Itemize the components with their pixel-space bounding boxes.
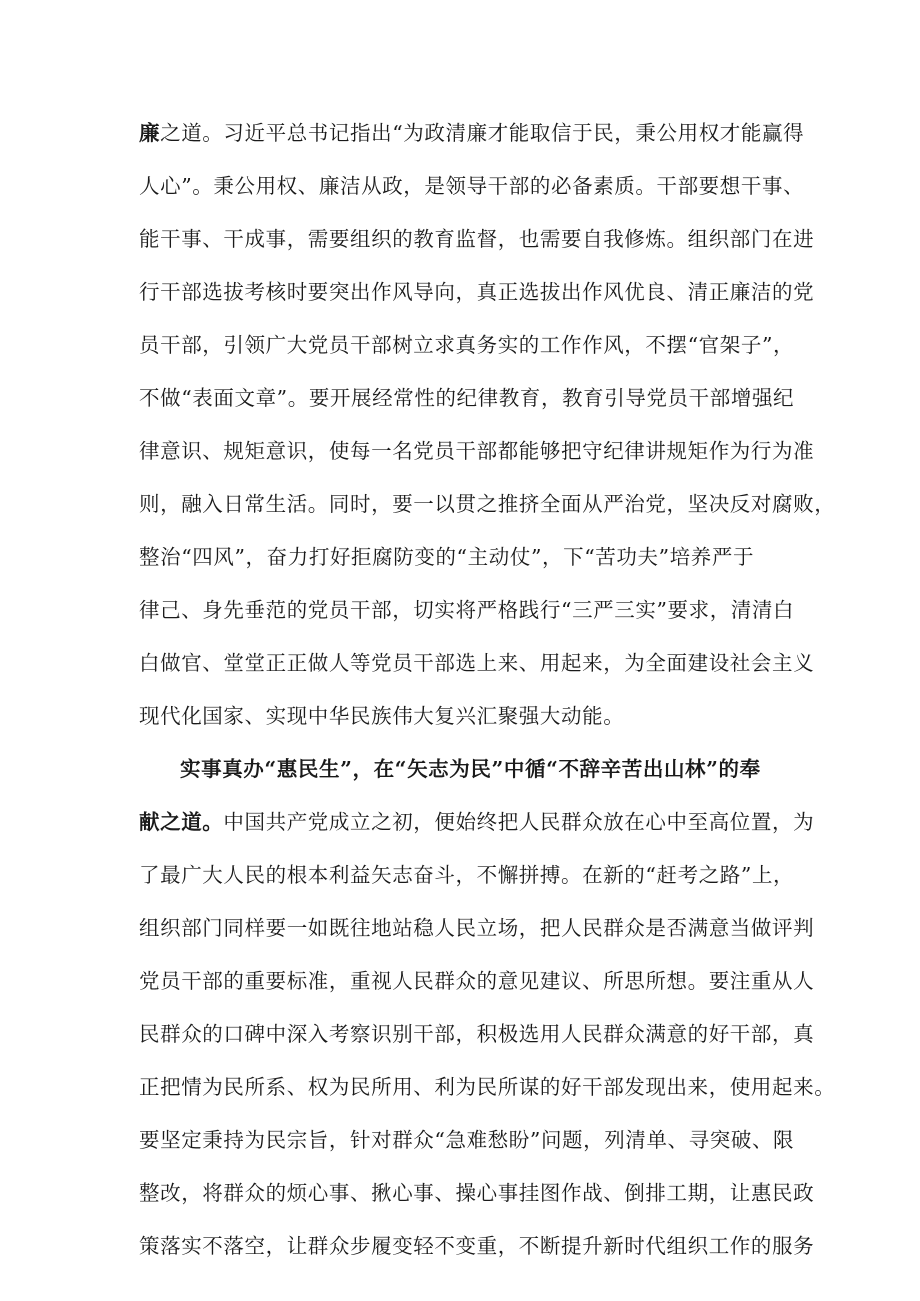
paragraph1-line-5: 员干部，引领广大党员干部树立求真务实的工作作风，不摆“官架子”， xyxy=(139,333,795,357)
paragraph1-line-1-text: 之道。习近平总书记指出“为政清廉才能取信于民，秉公用权才能赢得 xyxy=(160,121,805,145)
paragraph1-line-12: 现代化国家、实现中华民族伟大复兴汇聚强大动能。 xyxy=(139,704,625,728)
paragraph2-line-2 xyxy=(139,808,814,836)
paragraph1-line-6: 不做“表面文章”。要开展经常性的纪律教育，教育引导党员干部增强纪 xyxy=(139,386,795,410)
paragraph2-line-10: 策落实不落空，让群众步履变轻不变重，不断提升新时代组织工作的服务 xyxy=(139,1234,815,1258)
paragraph2-heading-line-1: 实事真办“惠民生”，在“矢志为民”中循“不辞辛苦出山林”的奉 xyxy=(180,757,761,781)
paragraph1-line-1 xyxy=(139,119,804,147)
paragraph1-line-7: 律意识、规矩意识，使每一名党员干部都能够把守纪律讲规矩作为行为准 xyxy=(139,439,815,463)
paragraph1-line-11: 白做官、堂堂正正做人等党员干部选上来、用起来，为全面建设社会主义 xyxy=(139,651,815,675)
paragraph1-line-3: 能干事、干成事，需要组织的教育监督，也需要自我修炼。组织部门在进 xyxy=(139,227,815,251)
paragraph2-line-5: 党员干部的重要标准，重视人民群众的意见建议、所思所想。要注重从人 xyxy=(139,969,815,993)
paragraph2-line-3: 了最广大人民的根本利益矢志奋斗，不懈拼搏。在新的“赶考之路”上， xyxy=(139,863,795,887)
paragraph2-line-6: 民群众的口碑中深入考察识别干部，积极选用人民群众满意的好干部，真 xyxy=(139,1022,815,1046)
paragraph2-line-7: 正把情为民所系、权为民所用、利为民所谋的好干部发现出来，使用起来。 xyxy=(139,1075,836,1099)
paragraph1-line-8: 则，融入日常生活。同时，要一以贯之推挤全面从严治党，坚决反对腐败， xyxy=(139,492,836,516)
paragraph1-line-9: 整治“四风”，奋力打好拒腐防变的“主动仗”，下“苦功夫”培养严于 xyxy=(139,545,755,569)
paragraph2-heading-end: 献之道。 xyxy=(139,810,224,834)
paragraph1-bold-lead: 廉 xyxy=(139,121,161,145)
paragraph2-line-8: 要坚定秉持为民宗旨，针对群众“急难愁盼”问题，列清单、寻突破、限 xyxy=(139,1128,795,1152)
paragraph2-line-4: 组织部门同样要一如既往地站稳人民立场，把人民群众是否满意当做评判 xyxy=(139,916,815,940)
paragraph1-line-4: 行干部选拔考核时要突出作风导向，真正选拔出作风优良、清正廉洁的党 xyxy=(139,280,815,304)
paragraph2-line-2-text: 中国共产党成立之初，便始终把人民群众放在心中至高位置，为 xyxy=(223,810,815,834)
paragraph2-line-9: 整改，将群众的烦心事、揪心事、操心事挂图作战、倒排工期，让惠民政 xyxy=(139,1181,815,1205)
paragraph1-line-10: 律己、身先垂范的党员干部，切实将严格践行“三严三实”要求，清清白 xyxy=(139,598,795,622)
paragraph1-line-2: 人心”。秉公用权、廉洁从政，是领导干部的必备素质。干部要想干事、 xyxy=(139,174,805,198)
